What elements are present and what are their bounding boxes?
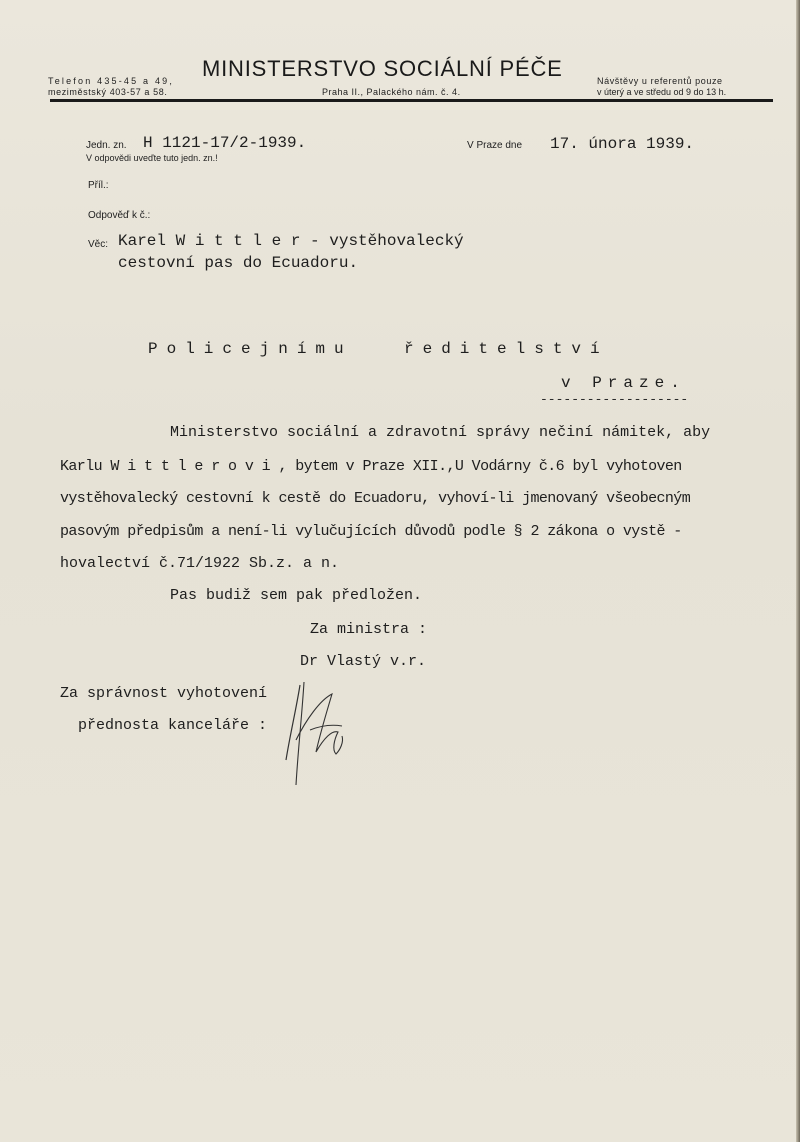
body-line-2: Karlu W i t t l e r o v i , bytem v Praze XII.,U Vodárny č.6 byl vyhotoven (60, 458, 682, 475)
addressee-line-1a: Policejnímu (148, 340, 353, 358)
subject-label: Věc: (88, 239, 109, 250)
handwritten-signature (280, 680, 360, 790)
ministry-title: MINISTERSTVO SOCIÁLNÍ PÉČE (202, 56, 563, 81)
body-line-5: hovalectví č.71/1922 Sb.z. a n. (60, 555, 340, 572)
addressee-line-1b: ředitelství (404, 340, 609, 358)
visits-line-1: Návštěvy u referentů pouze (597, 76, 723, 86)
body-line-3: vystěhovalecký cestovní k cestě do Ecuadoru, vyhoví-li jmenovaný všeobecným (60, 490, 691, 507)
addressee-line-2: v Praze. (561, 374, 686, 392)
letterhead-visits (597, 76, 726, 98)
date-value: 17. února 1939. (550, 135, 695, 153)
ministry-address: Praha II., Palackého nám. č. 4. (322, 87, 461, 97)
reply-label: Odpověď k č.: (88, 210, 151, 221)
letterhead-phone (48, 76, 174, 98)
body-closing: Pas budiž sem pak předložen. (170, 587, 423, 604)
letterhead-rule (50, 99, 773, 102)
for-minister: Za ministra : (310, 621, 428, 638)
ref-label: Jedn. zn. (86, 140, 127, 151)
subject-line-2: cestovní pas do Ecuadoru. (118, 254, 359, 272)
subject-line-1: Karel W i t t l e r - vystěhovalecký (118, 232, 464, 250)
addressee-underline: ------------------- (540, 392, 689, 407)
ref-note: V odpovědi uveďte tuto jedn. zn.! (86, 153, 218, 163)
certify-line-2: přednosta kanceláře : (78, 717, 268, 734)
signer-name: Dr Vlastý v.r. (300, 653, 427, 670)
date-label: V Praze dne (467, 140, 523, 151)
ref-value: H 1121-17/2-1939. (143, 134, 307, 152)
certify-line-1: Za správnost vyhotovení (60, 685, 268, 702)
page-edge (796, 0, 800, 1142)
attachment-label: Příl.: (88, 180, 109, 191)
phone-line-2: meziměstský 403-57 a 58. (48, 87, 168, 97)
visits-line-2: v úterý a ve středu od 9 do 13 h. (597, 87, 727, 97)
body-line-4: pasovým předpisům a není-li vylučujících důvodů podle § 2 zákona o vystě - (60, 523, 682, 540)
body-line-1: Ministerstvo sociální a zdravotní správy nečiní námitek, aby (170, 424, 711, 441)
phone-line-1: Telefon 435-45 a 49, (48, 76, 175, 86)
